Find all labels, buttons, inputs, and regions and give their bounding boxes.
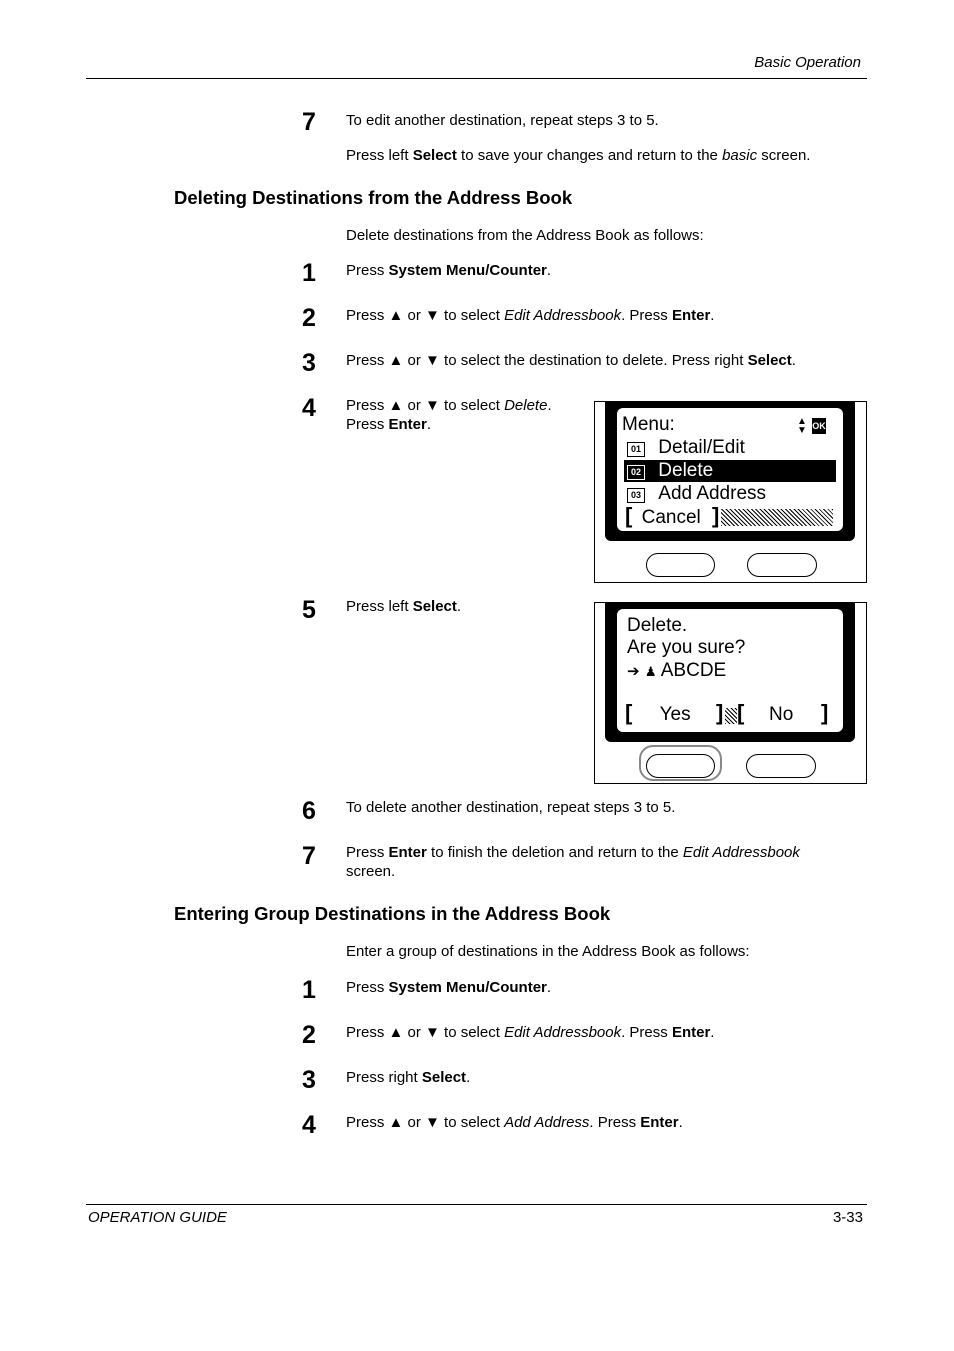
bracket-close: ] [821,700,829,725]
step-number: 4 [302,1111,316,1139]
header-section-title: Basic Operation [754,54,861,71]
lcd-panel-confirm [594,602,867,784]
item-number-icon: 03 [627,488,645,503]
lcd-destination-line: ➔ ♟ ABCDE [627,660,727,681]
lcd-softkey-left: [ Cancel ] [625,503,720,528]
step-number: 7 [302,842,316,870]
step-text: Press ▲ or ▼ to select Edit Addressbook. Press Enter. [346,1024,715,1041]
arrow-right-icon: ➔ [627,663,640,680]
step-text: Press Enter to finish the deletion and return to the Edit Addressbook screen. [346,844,800,880]
lcd-menu-item: 01 Detail/Edit [627,437,745,460]
step-text: To delete another destination, repeat steps 3 to 5. [346,799,676,816]
step-number: 3 [302,1066,316,1094]
step-number: 2 [302,1021,316,1049]
step-text: Press System Menu/Counter. [346,979,552,996]
section-intro: Enter a group of destinations in the Address Book as follows: [346,943,750,960]
step-number: 7 [302,108,316,136]
step-number: 1 [302,976,316,1004]
step-text: To edit another destination, repeat steps 3 to 5. [346,112,659,129]
right-select-key[interactable] [747,553,817,577]
person-icon: ♟ [644,664,657,679]
lcd-bezel [605,603,855,742]
step-text: Press left Select to save your changes and return to the basic screen. [346,147,811,164]
step-number: 4 [302,394,316,422]
lcd-confirm-line: Delete. [627,615,688,636]
header-rule [86,78,867,79]
item-number-icon: 02 [627,465,645,480]
lcd-menu-title: Menu: [622,414,675,435]
item-number-icon: 01 [627,442,645,457]
lcd-divider [725,708,737,724]
lcd-menu-item: 03 Add Address [627,483,766,506]
lcd-softkey-right-empty [721,509,833,526]
right-select-key[interactable] [746,754,816,778]
bracket-close: ] [716,700,724,725]
step-number: 3 [302,349,316,377]
section-heading: Deleting Destinations from the Address Book [174,187,573,208]
step-text: Press ▲ or ▼ to select Edit Addressbook. Press Enter. [346,307,715,324]
page-number: 3-33 [832,1209,863,1226]
footer-rule [86,1204,867,1205]
lcd-menu-item-selected: 02 Delete [624,460,836,482]
lcd-softkey-right: No [769,704,794,725]
lcd-bezel [605,402,855,541]
step-text: Press ▲ or ▼ to select the destination to delete. Press right Select. [346,352,796,369]
lcd-panel-menu [594,401,867,583]
section-heading: Entering Group Destinations in the Address Book [174,903,611,924]
step-number: 2 [302,304,316,332]
step-text: Press right Select. [346,1069,471,1086]
ok-icon: OK [812,418,826,434]
step-text: Press System Menu/Counter. [346,262,552,279]
scroll-arrows-icon: ▲ ▼ [797,416,807,436]
step-text: Press ▲ or ▼ to select Delete. Press Enter. [346,397,552,433]
lcd-screen [617,609,843,732]
step-text: Press left Select. [346,598,462,615]
step-text: Press ▲ or ▼ to select Add Address. Press Enter. [346,1114,683,1131]
left-select-key[interactable] [646,754,715,778]
step-number: 1 [302,259,316,287]
step-number: 5 [302,596,316,624]
lcd-confirm-line: Are you sure? [627,637,746,658]
bracket-open: [ [737,700,745,725]
lcd-softkey-left: [ Yes [625,700,691,725]
footer-title: OPERATION GUIDE [88,1209,227,1226]
section-intro: Delete destinations from the Address Book as follows: [346,227,704,244]
left-select-key[interactable] [646,553,715,577]
step-number: 6 [302,797,316,825]
lcd-screen [617,408,843,531]
